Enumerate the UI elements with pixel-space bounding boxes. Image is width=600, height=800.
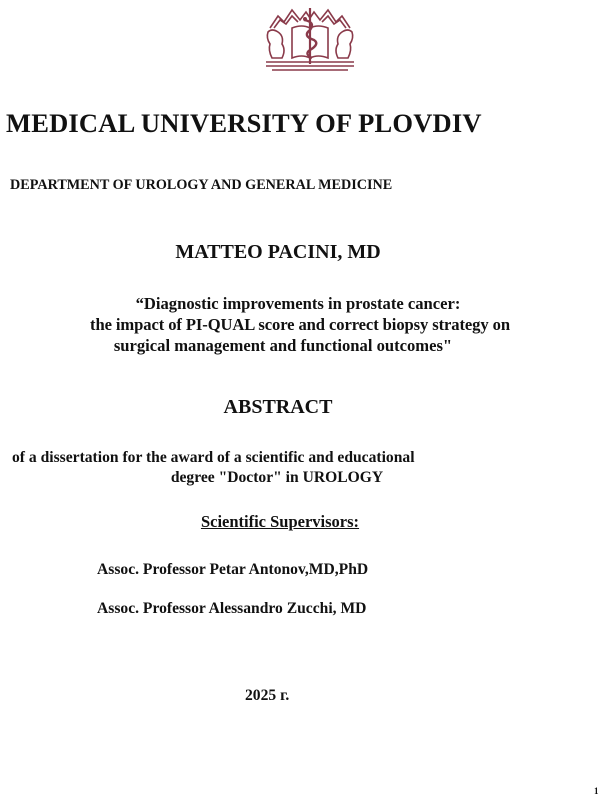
year: 2025 г.: [245, 687, 290, 704]
document-type-heading: ABSTRACT: [223, 396, 333, 418]
dissertation-title-line: the impact of PI-QUAL score and correct biopsy strategy on: [90, 315, 510, 334]
dissertation-title-line: surgical management and functional outcomes": [113, 336, 453, 355]
institution-name: MEDICAL UNIVERSITY OF PLOVDIV: [6, 108, 482, 138]
department-name: DEPARTMENT OF UROLOGY AND GENERAL MEDICINE: [10, 177, 393, 193]
dissertation-title-line: “Diagnostic improvements in prostate cancer:: [135, 294, 461, 313]
supervisor-name: Assoc. Professor Petar Antonov,MD,PhD: [97, 561, 369, 578]
university-crest-logo: [262, 2, 358, 74]
supervisor-name: Assoc. Professor Alessandro Zucchi, MD: [97, 600, 367, 617]
author-name: MATTEO PACINI, MD: [175, 241, 381, 263]
description-line: of a dissertation for the award of a scientific and educational: [12, 449, 415, 466]
supervisors-heading: Scientific Supervisors:: [200, 512, 360, 531]
medical-university-crest-icon: [262, 2, 358, 74]
description-line: degree "Doctor" in UROLOGY: [170, 469, 384, 486]
page-number: 1: [594, 786, 599, 796]
